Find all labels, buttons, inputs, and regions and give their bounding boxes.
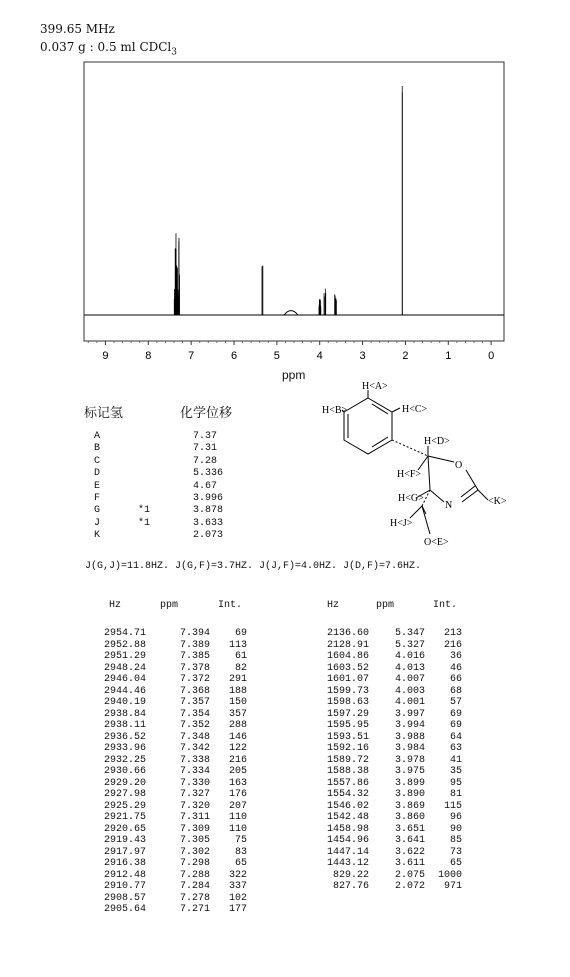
- peak-intensity: 36: [449, 651, 462, 662]
- assignment-label: G: [94, 505, 101, 517]
- peak-intensity: 113: [228, 639, 247, 651]
- bond: [410, 506, 422, 518]
- peak-intensity: 102: [228, 892, 247, 904]
- peak-intensity: 65: [234, 858, 247, 869]
- assignment-shift: 3.878: [193, 505, 224, 517]
- peak-hz: 2940.19: [103, 697, 146, 708]
- x-axis-label: ppm: [282, 368, 306, 382]
- peak-intensity: 46: [449, 662, 462, 674]
- peak-ppm: 7.302: [179, 846, 210, 858]
- peak-intensity: 41: [449, 754, 462, 766]
- bond: [466, 470, 478, 490]
- peak-intensity: 1000: [437, 869, 462, 881]
- peak-ppm: 3.978: [394, 754, 425, 766]
- spectrometer-frequency: 399.65 MHz: [40, 22, 115, 36]
- peak-hz: 2919.43: [103, 835, 146, 846]
- peak-intensity: 69: [449, 720, 462, 731]
- peak-hz: 2908.57: [103, 892, 146, 904]
- peak-intensity: 291: [228, 674, 247, 685]
- peak-intensity: 176: [228, 789, 247, 800]
- peak-hz: 2936.52: [103, 731, 146, 743]
- atom-label: H<F>: [397, 469, 422, 480]
- peak-intensity: 163: [228, 777, 247, 789]
- assignment-label: F: [94, 493, 101, 504]
- peak-hz: 1557.86: [326, 777, 369, 789]
- peak-intensity: 115: [443, 800, 462, 812]
- peak-intensity: 63: [449, 743, 462, 754]
- assignment-label: J: [94, 517, 101, 529]
- x-tick-label: 7: [188, 350, 195, 362]
- peak-intensity: 110: [228, 812, 247, 823]
- peak-hz: 1603.52: [326, 662, 369, 674]
- peak-ppm: 7.389: [179, 639, 210, 651]
- peak-hz: 2920.65: [103, 823, 146, 835]
- x-tick-label: 3: [359, 350, 366, 362]
- peak-ppm: 3.622: [394, 846, 425, 858]
- peak-intensity: 322: [228, 869, 247, 881]
- peak-ppm: 7.372: [179, 674, 210, 685]
- peak-intensity: 357: [228, 708, 247, 720]
- peak-ppm: 7.288: [179, 869, 210, 881]
- peak-hz: 2921.75: [103, 812, 146, 823]
- bond: [430, 490, 444, 502]
- x-tick-label: 5: [273, 350, 280, 362]
- x-tick-label: 4: [316, 350, 323, 362]
- assignment-shift: 4.67: [193, 480, 218, 492]
- peak-ppm: 7.334: [179, 766, 210, 777]
- peak-hz: 1601.07: [326, 674, 369, 685]
- peak-hz: 2946.04: [103, 674, 146, 685]
- assignment-label: C: [94, 455, 101, 467]
- peak-ppm: 7.309: [179, 823, 210, 835]
- peak-hz: 2952.88: [103, 639, 146, 651]
- assignment-shift: 3.633: [193, 517, 224, 529]
- assignment-label: B: [94, 443, 101, 455]
- atom-label: H<C>: [402, 404, 428, 415]
- peak-intensity: 85: [449, 835, 462, 846]
- peak-hz: 2938.11: [103, 720, 146, 731]
- peak-intensity: 61: [234, 651, 247, 662]
- peak-ppm: 7.330: [179, 777, 210, 789]
- peak-hz: 2929.20: [103, 777, 146, 789]
- assignment-shift: 3.996: [193, 493, 224, 504]
- peak-ppm: 3.997: [394, 708, 425, 720]
- peak-intensity: 110: [228, 823, 247, 835]
- peak-ppm: 5.347: [394, 628, 425, 639]
- x-tick-label: 1: [445, 350, 452, 362]
- peak-intensity: 971: [443, 881, 462, 892]
- bond: [428, 456, 430, 490]
- peak-intensity: 188: [228, 685, 247, 697]
- peak-hz: 2136.60: [326, 628, 369, 639]
- peak-intensity: 65: [449, 858, 462, 869]
- peak-intensity: 69: [449, 708, 462, 720]
- bond: [392, 408, 400, 412]
- assignment-label-header: 标记氢: [84, 405, 124, 420]
- assignment-shift: 7.37: [193, 431, 218, 442]
- peak-intensity: 73: [449, 846, 462, 858]
- peak-hz: 1595.95: [326, 720, 369, 731]
- peak-ppm: 3.611: [394, 858, 425, 869]
- peak-hz: 1589.72: [326, 754, 369, 766]
- peak-hz: 2927.98: [103, 789, 146, 800]
- peak-ppm: 7.305: [179, 835, 210, 846]
- peak-hz: 2944.46: [103, 685, 146, 697]
- peak-ppm: 4.013: [394, 662, 425, 674]
- peak-table-header-int-left: Int.: [218, 600, 243, 611]
- peak-ppm: 7.357: [179, 697, 210, 708]
- peak-ppm: 7.338: [179, 754, 210, 766]
- hashed-bond: [392, 440, 428, 456]
- peak-hz: 1443.12: [326, 858, 369, 869]
- peak-hz: 829.22: [332, 869, 369, 881]
- assignment-mark: *1: [138, 505, 151, 517]
- peak-hz: 1598.63: [326, 697, 369, 708]
- assignment-mark: *1: [138, 517, 151, 529]
- peak-hz: 1593.51: [326, 731, 369, 743]
- peak-ppm: 7.327: [179, 789, 210, 800]
- peak-intensity: 66: [449, 674, 462, 685]
- peak-ppm: 7.298: [179, 858, 210, 869]
- peak-intensity: 122: [228, 743, 247, 754]
- peak-ppm: 7.394: [179, 628, 210, 639]
- bond: [428, 456, 454, 462]
- assignment-shift: 2.073: [193, 530, 224, 542]
- peak-intensity: 337: [228, 881, 247, 892]
- peak-ppm: 7.284: [179, 881, 210, 892]
- peak-intensity: 288: [228, 720, 247, 731]
- atom-label: N: [445, 500, 453, 511]
- peak-intensity: 213: [443, 628, 462, 639]
- peak-intensity: 57: [449, 697, 462, 708]
- atom-label: H<J>: [390, 518, 413, 529]
- peak-table-header-ppm-left: ppm: [160, 600, 179, 611]
- atom-label: H<G>: [398, 493, 424, 504]
- peak-intensity: 146: [228, 731, 247, 743]
- peak-hz: 2932.25: [103, 754, 146, 766]
- peak-hz: 2912.48: [103, 869, 146, 881]
- peak-ppm: 7.320: [179, 800, 210, 812]
- assignment-label: A: [94, 431, 101, 442]
- peak-ppm: 3.994: [394, 720, 425, 731]
- peak-intensity: 83: [234, 846, 247, 858]
- peak-ppm: 7.271: [179, 904, 210, 915]
- atom-label: <K>: [488, 496, 507, 507]
- peak-ppm: 3.651: [394, 823, 425, 835]
- peak-hz: 2925.29: [103, 800, 146, 812]
- peak-ppm: 3.860: [394, 812, 425, 823]
- peak-hz: 2938.84: [103, 708, 146, 720]
- peak-intensity: 205: [228, 766, 247, 777]
- x-tick-label: 9: [102, 350, 109, 362]
- atom-label: O<E>: [424, 537, 449, 548]
- atom-label: O: [455, 460, 463, 471]
- bond: [462, 490, 478, 502]
- peak-table-header-ppm-right: ppm: [376, 600, 395, 611]
- assignment-shift: 5.336: [193, 468, 224, 480]
- peak-hz: 1546.02: [326, 800, 369, 812]
- peak-hz: 1588.38: [326, 766, 369, 777]
- atom-label: H<A>: [362, 381, 388, 392]
- peak-hz: 2948.24: [103, 662, 146, 674]
- peak-hz: 1554.32: [326, 789, 369, 800]
- peak-intensity: 90: [449, 823, 462, 835]
- assignment-label: K: [94, 530, 101, 542]
- peak-ppm: 7.368: [179, 685, 210, 697]
- peak-ppm: 7.352: [179, 720, 210, 731]
- peak-intensity: 216: [228, 754, 247, 766]
- peak-ppm: 7.278: [179, 892, 210, 904]
- atom-label: H<B>: [322, 405, 348, 416]
- bond: [478, 490, 488, 500]
- peak-ppm: 3.641: [394, 835, 425, 846]
- peak-hz: 2951.29: [103, 651, 146, 662]
- peak-hz: 2933.96: [103, 743, 146, 754]
- peak-ppm: 7.378: [179, 662, 210, 674]
- peak-table-header-hz-left: Hz: [109, 600, 122, 611]
- peak-hz: 2128.91: [326, 639, 369, 651]
- peak-intensity: 68: [449, 685, 462, 697]
- peak-table-header-int-right: Int.: [433, 600, 458, 611]
- peak-intensity: 81: [449, 789, 462, 800]
- coupling-constants: J(G,J)=11.8HZ. J(G,F)=3.7HZ. J(J,F)=4.0HZ. J(D,F)=7.6HZ.: [85, 561, 422, 572]
- peak-intensity: 150: [228, 697, 247, 708]
- peak-hz: 1458.98: [326, 823, 369, 835]
- peak-hz: 1454.96: [326, 835, 369, 846]
- x-tick-label: 8: [145, 350, 152, 362]
- peak-intensity: 216: [443, 639, 462, 651]
- peak-hz: 1599.73: [326, 685, 369, 697]
- peak-ppm: 4.003: [394, 685, 425, 697]
- peak-hz: 2954.71: [103, 628, 146, 639]
- bond: [422, 506, 430, 534]
- peak-hz: 1597.29: [326, 708, 369, 720]
- peak-ppm: 7.348: [179, 731, 210, 743]
- peak-intensity: 75: [234, 835, 247, 846]
- peak-table-header-hz-right: Hz: [327, 600, 340, 611]
- peak-hz: 1592.16: [326, 743, 369, 754]
- assignment-label: D: [94, 468, 101, 480]
- peak-ppm: 7.354: [179, 708, 210, 720]
- peak-intensity: 35: [449, 766, 462, 777]
- peak-intensity: 207: [228, 800, 247, 812]
- peak-ppm: 3.975: [394, 766, 425, 777]
- peak-hz: 2917.97: [103, 846, 146, 858]
- x-tick-label: 0: [488, 350, 495, 362]
- peak-intensity: 177: [228, 904, 247, 915]
- peak-hz: 827.76: [332, 881, 369, 892]
- aromatic-double-bond: [372, 437, 388, 447]
- peak-hz: 2916.38: [103, 858, 146, 869]
- peak-ppm: 7.385: [179, 651, 210, 662]
- peak-ppm: 2.072: [394, 881, 425, 892]
- peak-intensity: 96: [449, 812, 462, 823]
- peak-ppm: 7.311: [179, 812, 210, 823]
- peak-intensity: 64: [449, 731, 462, 743]
- peak-hz: 1542.48: [326, 812, 369, 823]
- sample-subscript: 3: [171, 47, 178, 58]
- sample-prefix: 0.037 g : 0.5 ml CDCl: [40, 40, 172, 54]
- peak-ppm: 7.342: [179, 743, 210, 754]
- x-tick-label: 2: [402, 350, 409, 362]
- peak-intensity: 82: [234, 662, 247, 674]
- assignment-shift: 7.31: [193, 443, 218, 455]
- peak-ppm: 3.890: [394, 789, 425, 800]
- peak-intensity: 95: [449, 777, 462, 789]
- bond: [461, 486, 475, 497]
- peak-hz: 1447.14: [326, 846, 369, 858]
- assignment-shift: 7.28: [193, 455, 218, 467]
- assignment-shift-header: 化学位移: [180, 405, 233, 420]
- peak-ppm: 3.988: [394, 731, 425, 743]
- atom-label: H<D>: [424, 436, 450, 447]
- peak-hz: 2910.77: [103, 881, 146, 892]
- x-tick-label: 6: [230, 350, 238, 362]
- peak-ppm: 3.899: [394, 777, 425, 789]
- bond: [418, 456, 428, 470]
- peak-ppm: 4.016: [394, 651, 425, 662]
- peak-hz: 2930.66: [103, 766, 146, 777]
- peak-ppm: 4.007: [394, 674, 425, 685]
- peak-intensity: 69: [234, 628, 247, 639]
- assignment-label: E: [94, 480, 101, 492]
- peak-hz: 1604.86: [326, 651, 369, 662]
- peak-ppm: 2.075: [394, 869, 425, 881]
- peak-hz: 2905.64: [103, 904, 146, 915]
- peak-ppm: 5.327: [394, 639, 425, 651]
- benzene-ring: [344, 398, 392, 454]
- peak-ppm: 3.869: [394, 800, 425, 812]
- peak-ppm: 4.001: [394, 697, 425, 708]
- peak-ppm: 3.984: [394, 743, 425, 754]
